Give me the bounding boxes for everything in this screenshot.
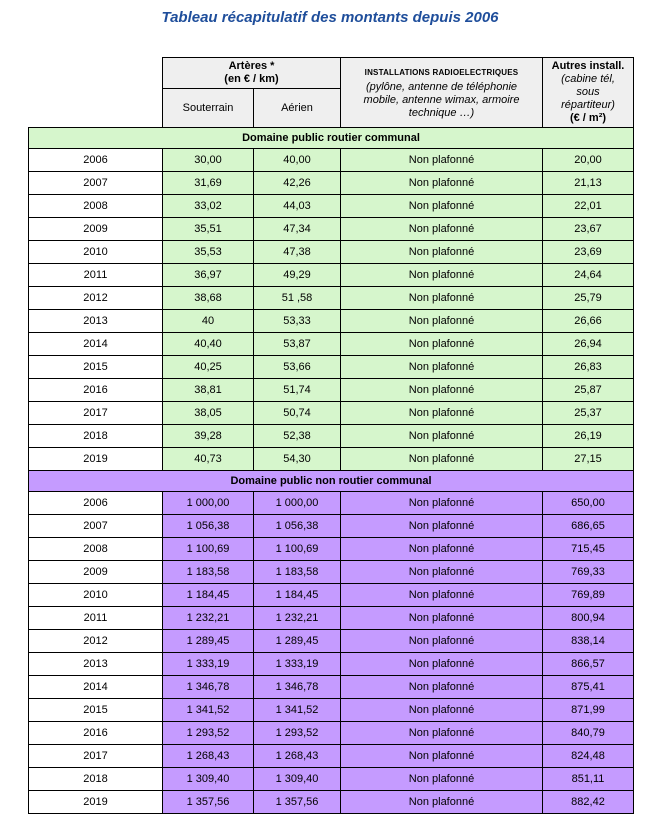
radio-cell: Non plafonné xyxy=(341,561,543,584)
header-autres xyxy=(543,58,634,128)
souterrain-cell: 38,68 xyxy=(163,287,254,310)
table-row xyxy=(29,195,634,218)
header-arteres-title: Artères * xyxy=(228,60,275,72)
year-cell: 2013 xyxy=(29,310,163,333)
autres-cell: 866,57 xyxy=(543,653,634,676)
autres-cell: 21,13 xyxy=(543,172,634,195)
souterrain-cell: 30,00 xyxy=(163,149,254,172)
radio-cell: Non plafonné xyxy=(341,172,543,195)
year-cell: 2019 xyxy=(29,448,163,471)
autres-cell: 769,33 xyxy=(543,561,634,584)
aerien-cell: 53,33 xyxy=(254,310,341,333)
aerien-cell: 1 289,45 xyxy=(254,630,341,653)
radio-cell: Non plafonné xyxy=(341,149,543,172)
aerien-cell: 1 183,58 xyxy=(254,561,341,584)
table-row xyxy=(29,699,634,722)
radio-cell: Non plafonné xyxy=(341,676,543,699)
souterrain-cell: 33,02 xyxy=(163,195,254,218)
souterrain-cell: 1 056,38 xyxy=(163,515,254,538)
autres-cell: 851,11 xyxy=(543,768,634,791)
souterrain-cell: 40,73 xyxy=(163,448,254,471)
summary-table xyxy=(28,57,634,814)
table-row xyxy=(29,561,634,584)
souterrain-cell: 1 309,40 xyxy=(163,768,254,791)
table-row xyxy=(29,241,634,264)
aerien-cell: 1 293,52 xyxy=(254,722,341,745)
souterrain-cell: 38,81 xyxy=(163,379,254,402)
year-cell: 2007 xyxy=(29,172,163,195)
aerien-cell: 1 341,52 xyxy=(254,699,341,722)
souterrain-cell: 1 341,52 xyxy=(163,699,254,722)
radio-cell: Non plafonné xyxy=(341,310,543,333)
year-cell: 2012 xyxy=(29,630,163,653)
souterrain-cell: 1 333,19 xyxy=(163,653,254,676)
year-cell: 2007 xyxy=(29,515,163,538)
section-title: Domaine public non routier communal xyxy=(29,471,634,492)
year-cell: 2014 xyxy=(29,676,163,699)
autres-cell: 840,79 xyxy=(543,722,634,745)
souterrain-cell: 35,53 xyxy=(163,241,254,264)
radio-cell: Non plafonné xyxy=(341,630,543,653)
aerien-cell: 1 357,56 xyxy=(254,791,341,814)
header-radio-desc: (pylône, antenne de téléphonie mobile, antenne wimax, armoire technique …) xyxy=(363,80,520,119)
header-radio xyxy=(341,58,543,128)
year-cell: 2018 xyxy=(29,425,163,448)
header-arteres xyxy=(163,58,341,89)
year-cell: 2009 xyxy=(29,561,163,584)
souterrain-cell: 38,05 xyxy=(163,402,254,425)
souterrain-cell: 40 xyxy=(163,310,254,333)
radio-cell: Non plafonné xyxy=(341,584,543,607)
section-header-row xyxy=(29,471,634,492)
souterrain-cell: 1 100,69 xyxy=(163,538,254,561)
aerien-cell: 1 309,40 xyxy=(254,768,341,791)
aerien-cell: 51 ,58 xyxy=(254,287,341,310)
autres-cell: 27,15 xyxy=(543,448,634,471)
radio-cell: Non plafonné xyxy=(341,402,543,425)
autres-cell: 23,67 xyxy=(543,218,634,241)
header-corner xyxy=(29,58,163,128)
autres-cell: 26,66 xyxy=(543,310,634,333)
autres-cell: 24,64 xyxy=(543,264,634,287)
aerien-cell: 53,66 xyxy=(254,356,341,379)
souterrain-cell: 1 232,21 xyxy=(163,607,254,630)
table-row xyxy=(29,630,634,653)
autres-cell: 22,01 xyxy=(543,195,634,218)
aerien-cell: 1 000,00 xyxy=(254,492,341,515)
autres-cell: 769,89 xyxy=(543,584,634,607)
autres-cell: 838,14 xyxy=(543,630,634,653)
table-row xyxy=(29,425,634,448)
souterrain-cell: 1 293,52 xyxy=(163,722,254,745)
souterrain-cell: 40,25 xyxy=(163,356,254,379)
souterrain-cell: 31,69 xyxy=(163,172,254,195)
souterrain-cell: 1 268,43 xyxy=(163,745,254,768)
aerien-cell: 40,00 xyxy=(254,149,341,172)
table-row xyxy=(29,538,634,561)
header-autres-desc: (cabine tél, sous répartiteur) xyxy=(561,73,615,111)
section-title: Domaine public routier communal xyxy=(29,128,634,149)
radio-cell: Non plafonné xyxy=(341,653,543,676)
year-cell: 2015 xyxy=(29,699,163,722)
aerien-cell: 44,03 xyxy=(254,195,341,218)
radio-cell: Non plafonné xyxy=(341,607,543,630)
souterrain-cell: 40,40 xyxy=(163,333,254,356)
radio-cell: Non plafonné xyxy=(341,448,543,471)
aerien-cell: 1 100,69 xyxy=(254,538,341,561)
table-row xyxy=(29,356,634,379)
souterrain-cell: 35,51 xyxy=(163,218,254,241)
table-row xyxy=(29,287,634,310)
aerien-cell: 53,87 xyxy=(254,333,341,356)
souterrain-cell: 1 289,45 xyxy=(163,630,254,653)
table-row xyxy=(29,584,634,607)
year-cell: 2011 xyxy=(29,607,163,630)
table-row xyxy=(29,607,634,630)
year-cell: 2010 xyxy=(29,584,163,607)
year-cell: 2008 xyxy=(29,195,163,218)
autres-cell: 26,83 xyxy=(543,356,634,379)
header-aerien: Aérien xyxy=(254,89,341,128)
header-autres-title: Autres install. xyxy=(551,60,625,72)
aerien-cell: 42,26 xyxy=(254,172,341,195)
souterrain-cell: 1 000,00 xyxy=(163,492,254,515)
table-row xyxy=(29,791,634,814)
autres-cell: 824,48 xyxy=(543,745,634,768)
aerien-cell: 1 184,45 xyxy=(254,584,341,607)
page-title: Tableau récapitulatif des montants depuis 2006 xyxy=(161,9,499,26)
aerien-cell: 1 268,43 xyxy=(254,745,341,768)
autres-cell: 882,42 xyxy=(543,791,634,814)
souterrain-cell: 39,28 xyxy=(163,425,254,448)
autres-cell: 25,87 xyxy=(543,379,634,402)
radio-cell: Non plafonné xyxy=(341,768,543,791)
header-souterrain: Souterrain xyxy=(163,89,254,128)
year-cell: 2014 xyxy=(29,333,163,356)
radio-cell: Non plafonné xyxy=(341,745,543,768)
souterrain-cell: 36,97 xyxy=(163,264,254,287)
table-row xyxy=(29,264,634,287)
table-row xyxy=(29,379,634,402)
table-row xyxy=(29,745,634,768)
aerien-cell: 54,30 xyxy=(254,448,341,471)
table-row xyxy=(29,333,634,356)
year-cell: 2018 xyxy=(29,768,163,791)
table-row xyxy=(29,149,634,172)
souterrain-cell: 1 346,78 xyxy=(163,676,254,699)
table-row xyxy=(29,492,634,515)
year-cell: 2013 xyxy=(29,653,163,676)
radio-cell: Non plafonné xyxy=(341,379,543,402)
radio-cell: Non plafonné xyxy=(341,515,543,538)
aerien-cell: 49,29 xyxy=(254,264,341,287)
radio-cell: Non plafonné xyxy=(341,356,543,379)
year-cell: 2016 xyxy=(29,379,163,402)
year-cell: 2019 xyxy=(29,791,163,814)
year-cell: 2006 xyxy=(29,492,163,515)
autres-cell: 871,99 xyxy=(543,699,634,722)
header-row-1 xyxy=(29,58,634,89)
year-cell: 2006 xyxy=(29,149,163,172)
year-cell: 2017 xyxy=(29,745,163,768)
table-row xyxy=(29,515,634,538)
aerien-cell: 1 346,78 xyxy=(254,676,341,699)
autres-cell: 800,94 xyxy=(543,607,634,630)
aerien-cell: 52,38 xyxy=(254,425,341,448)
header-radio-title: INSTALLATIONS RADIOELECTRIQUES xyxy=(364,67,519,77)
autres-cell: 23,69 xyxy=(543,241,634,264)
radio-cell: Non plafonné xyxy=(341,791,543,814)
table-row xyxy=(29,310,634,333)
radio-cell: Non plafonné xyxy=(341,538,543,561)
radio-cell: Non plafonné xyxy=(341,722,543,745)
autres-cell: 25,79 xyxy=(543,287,634,310)
aerien-cell: 1 232,21 xyxy=(254,607,341,630)
radio-cell: Non plafonné xyxy=(341,699,543,722)
aerien-cell: 47,38 xyxy=(254,241,341,264)
radio-cell: Non plafonné xyxy=(341,241,543,264)
souterrain-cell: 1 184,45 xyxy=(163,584,254,607)
aerien-cell: 47,34 xyxy=(254,218,341,241)
radio-cell: Non plafonné xyxy=(341,195,543,218)
aerien-cell: 51,74 xyxy=(254,379,341,402)
autres-cell: 715,45 xyxy=(543,538,634,561)
autres-cell: 20,00 xyxy=(543,149,634,172)
table-row xyxy=(29,172,634,195)
radio-cell: Non plafonné xyxy=(341,425,543,448)
year-cell: 2016 xyxy=(29,722,163,745)
year-cell: 2009 xyxy=(29,218,163,241)
aerien-cell: 50,74 xyxy=(254,402,341,425)
table-row xyxy=(29,448,634,471)
radio-cell: Non plafonné xyxy=(341,264,543,287)
table-row xyxy=(29,653,634,676)
souterrain-cell: 1 183,58 xyxy=(163,561,254,584)
header-arteres-unit: (en € / km) xyxy=(224,73,279,85)
year-cell: 2011 xyxy=(29,264,163,287)
year-cell: 2008 xyxy=(29,538,163,561)
year-cell: 2012 xyxy=(29,287,163,310)
year-cell: 2010 xyxy=(29,241,163,264)
table-row xyxy=(29,722,634,745)
aerien-cell: 1 056,38 xyxy=(254,515,341,538)
radio-cell: Non plafonné xyxy=(341,333,543,356)
table-row xyxy=(29,768,634,791)
radio-cell: Non plafonné xyxy=(341,218,543,241)
aerien-cell: 1 333,19 xyxy=(254,653,341,676)
radio-cell: Non plafonné xyxy=(341,492,543,515)
section-header-row xyxy=(29,128,634,149)
autres-cell: 26,19 xyxy=(543,425,634,448)
table-row xyxy=(29,218,634,241)
year-cell: 2015 xyxy=(29,356,163,379)
table-row xyxy=(29,402,634,425)
autres-cell: 25,37 xyxy=(543,402,634,425)
autres-cell: 26,94 xyxy=(543,333,634,356)
year-cell: 2017 xyxy=(29,402,163,425)
table-row xyxy=(29,676,634,699)
autres-cell: 650,00 xyxy=(543,492,634,515)
autres-cell: 875,41 xyxy=(543,676,634,699)
radio-cell: Non plafonné xyxy=(341,287,543,310)
header-autres-unit: (€ / m²) xyxy=(569,112,607,124)
autres-cell: 686,65 xyxy=(543,515,634,538)
souterrain-cell: 1 357,56 xyxy=(163,791,254,814)
